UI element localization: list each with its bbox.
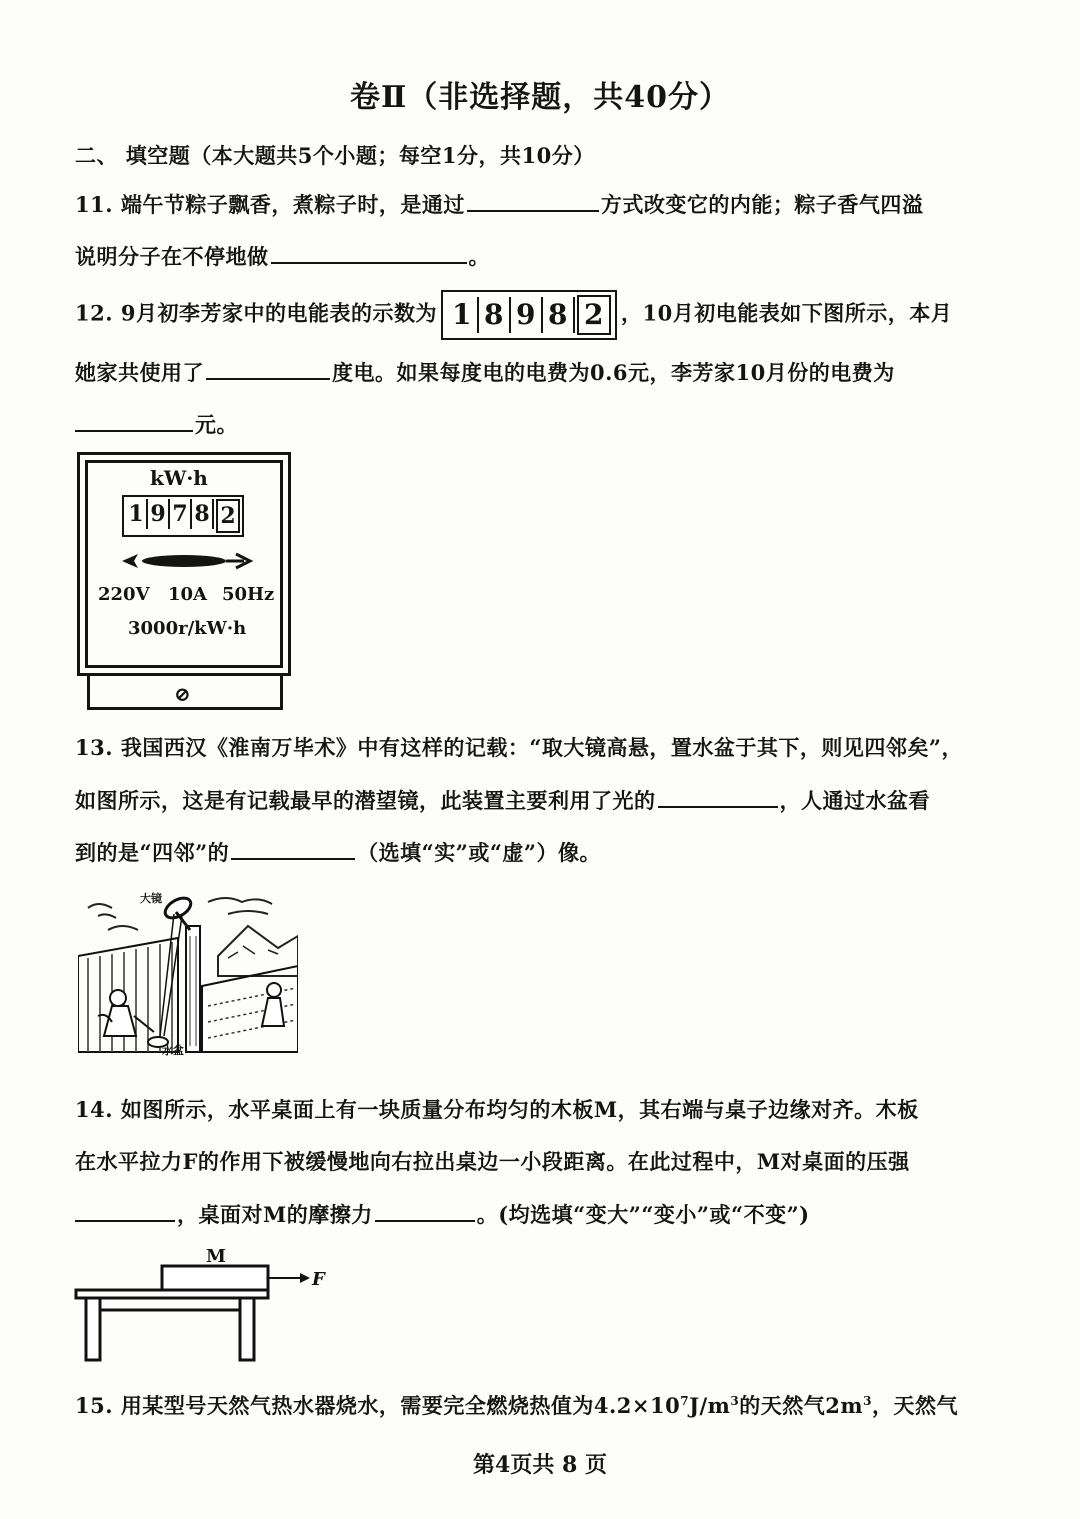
meter-knob-icon: ⊘ (174, 682, 191, 706)
label-board-m: M (206, 1246, 226, 1267)
question-14-line-1: 14. 如图所示，水平桌面上有一块质量分布均匀的木板M，其右端与桌子边缘对齐。木板 (75, 1097, 919, 1122)
question-13-line-3 (75, 836, 601, 867)
q15-text-c: 的天然气2m (739, 1393, 864, 1418)
q11-text-b: 方式改变它的内能；粽子香气四溢 (600, 192, 924, 217)
q13-text-a: 如图所示，这是有记载最早的潜望镜，此装置主要利用了光的 (75, 788, 656, 813)
question-12-line-2 (75, 356, 895, 387)
meter-digit: 1 (126, 499, 148, 529)
question-14-line-3 (75, 1198, 810, 1229)
question-15-line-1 (75, 1390, 958, 1420)
q13-text-c: 到的是“四邻”的 (75, 840, 230, 865)
meter-unit: kW·h (150, 466, 208, 490)
question-12-line-1 (75, 290, 952, 340)
meter-digit-decimal: 2 (216, 499, 240, 533)
q15-exponent-1: 7 (680, 1394, 690, 1408)
meter-voltage: 220V (98, 584, 150, 605)
meter-digit: 9 (148, 499, 170, 529)
q15-exponent-3: 3 (863, 1394, 872, 1408)
question-13-line-1: 13. 我国西汉《淮南万毕术》中有这样的记载：“取大镜高悬，置水盆于其下，则见四邻矣”， (75, 735, 964, 760)
q15-text-a: 15. 用某型号天然气热水器烧水，需要完全燃烧热值为4.2×10 (75, 1393, 681, 1418)
q13-blank-1[interactable] (658, 784, 778, 808)
q14-blank-2[interactable] (375, 1198, 475, 1222)
page-number: 第4页共 8 页 (473, 1452, 607, 1478)
reading-digit: 8 (479, 297, 511, 333)
q11-blank-1[interactable] (467, 188, 599, 212)
question-11-line-1 (75, 188, 923, 219)
ancient-periscope-illustration (78, 886, 298, 1056)
page-title: 卷Ⅱ（非选择题，共40分） (349, 80, 731, 115)
q11-text-c: 说明分子在不停地做 (75, 244, 269, 269)
section-heading: 二、 填空题（本大题共5个小题；每空1分，共10分） (75, 143, 595, 168)
q12-blank-2[interactable] (75, 408, 193, 432)
meter-digit: 7 (170, 499, 192, 529)
question-14-line-2: 在水平拉力F的作用下被缓慢地向右拉出桌边一小段距离。在此过程中，M对桌面的压强 (75, 1149, 910, 1174)
question-11-line-2 (75, 240, 490, 271)
meter-reading-october (122, 495, 244, 537)
q13-text-d: （选填“实”或“虚”）像。 (357, 840, 601, 865)
meter-reading-september (441, 290, 617, 340)
label-water-basin: 水盆 (162, 1044, 184, 1056)
meter-digit: 8 (192, 499, 214, 529)
label-big-mirror: 大镜 (140, 892, 162, 905)
meter-current: 10A (168, 584, 208, 605)
q11-text-a: 11. 端午节粽子飘香，煮粽子时，是通过 (75, 192, 465, 217)
q12-text-b: ，10月初电能表如下图所示，本月 (620, 300, 953, 326)
meter-constant: 3000r/kW·h (128, 618, 247, 639)
q15-text-d: ，天然气 (871, 1393, 958, 1418)
reading-digit: 1 (447, 297, 479, 333)
q14-blank-1[interactable] (75, 1198, 175, 1222)
table-board-diagram (72, 1244, 342, 1366)
q13-blank-2[interactable] (231, 836, 355, 860)
meter-frequency: 50Hz (222, 584, 275, 605)
q11-blank-2[interactable] (271, 240, 467, 264)
reading-digit-decimal: 2 (577, 295, 611, 335)
q15-exponent-2: 3 (730, 1394, 740, 1408)
label-force-f: F (312, 1269, 325, 1290)
q14-text-b: 。(均选填“变大”“变小”或“不变”) (476, 1202, 810, 1227)
q12-text-c: 她家共使用了 (75, 360, 204, 385)
question-13-line-2 (75, 784, 930, 815)
q12-blank-1[interactable] (206, 356, 330, 380)
q14-text-a: ，桌面对M的摩擦力 (177, 1202, 373, 1227)
q13-text-b: ，人通过水盆看 (779, 788, 930, 813)
meter-rotor-icon (118, 548, 254, 574)
q15-text-b: J/m (689, 1393, 731, 1418)
q11-text-d: 。 (468, 244, 490, 269)
reading-digit: 9 (511, 297, 543, 333)
reading-digit: 8 (543, 297, 575, 333)
q12-text-e: 元。 (195, 412, 238, 437)
q12-text-d: 度电。如果每度电的电费为0.6元，李芳家10月份的电费为 (332, 360, 895, 385)
q12-text-a: 12. 9月初李芳家中的电能表的示数为 (75, 300, 437, 326)
question-12-line-3 (75, 408, 238, 439)
